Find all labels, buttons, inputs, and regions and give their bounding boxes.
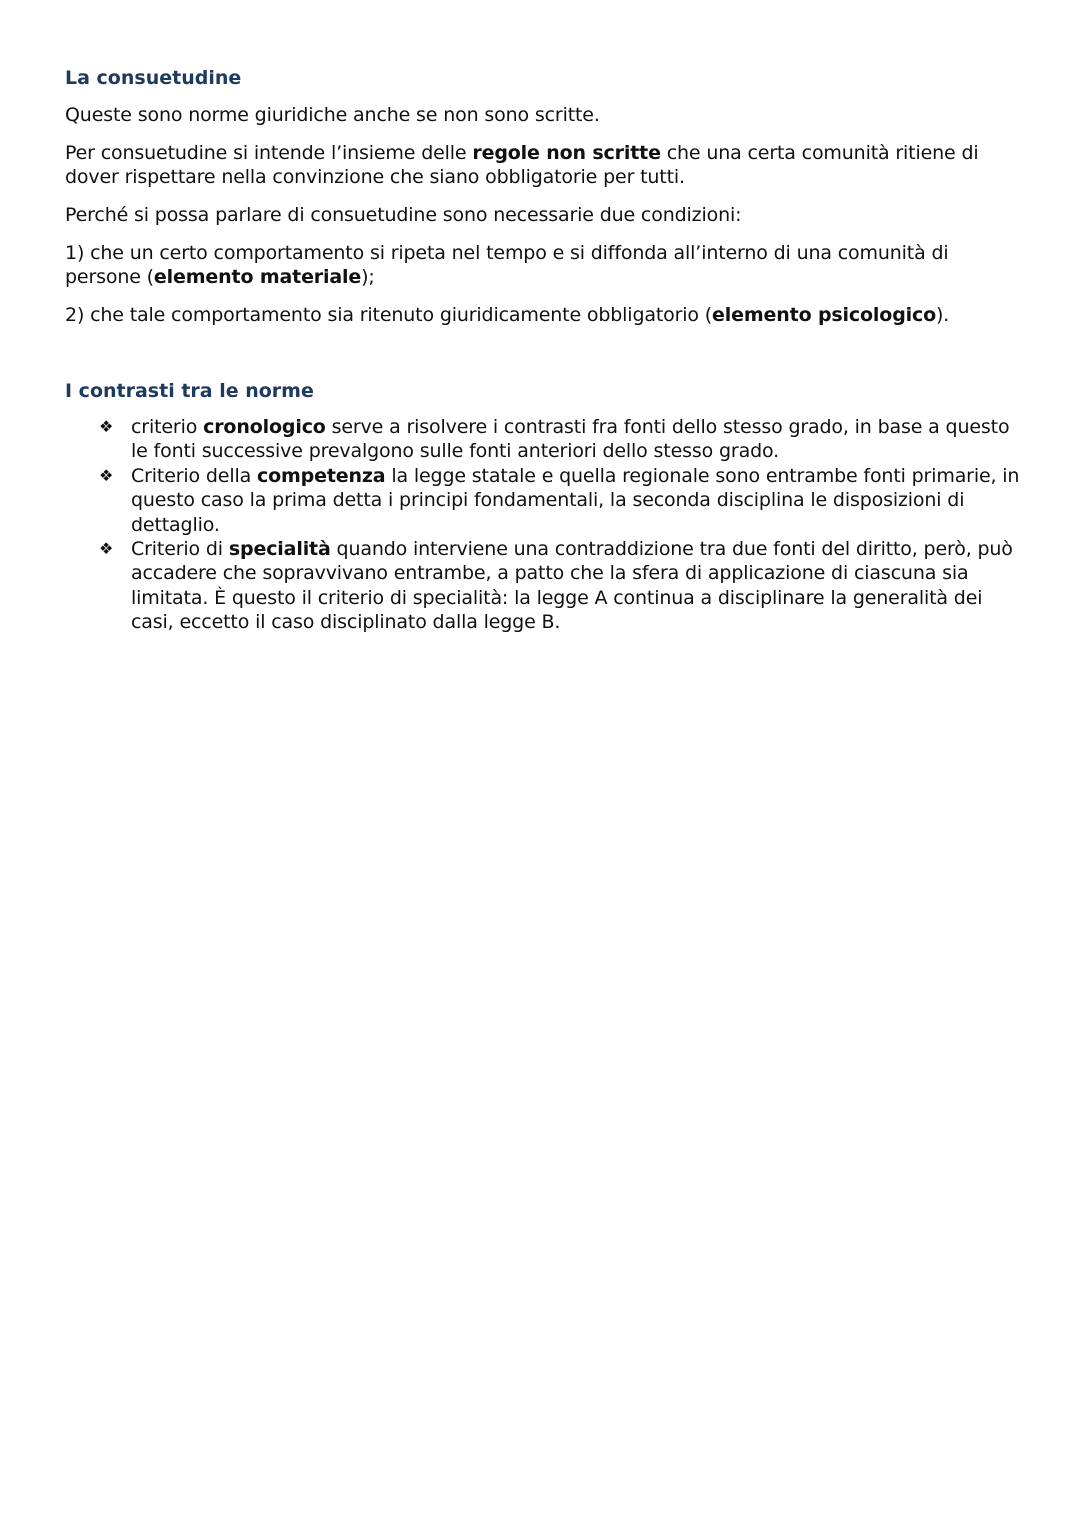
list-item-specialita [65,537,1025,635]
document-page [65,64,1025,635]
text-run: che una certa comunità ritiene di dover rispettare nella convinzione che siano obbligatorie per tutti. [65,142,979,188]
section-title-contrasti: I contrasti tra le norme [65,380,314,402]
text-run: Criterio di [131,538,229,561]
text-run: ); [361,266,375,288]
diamond-bullet-icon: ❖ [99,539,114,559]
paragraph-intro: Queste sono norme giuridiche anche se non sono scritte. [65,104,600,126]
text-run: 1) che un certo comportamento si ripeta nel tempo e si diffonda all’interno di una comunità di persone ( [65,242,949,288]
text-run: la legge statale e quella regionale sono entrambe fonti primarie, in questo caso la prima detta i principi fondamentali, la seconda disciplina le disposizioni di dettaglio. [131,464,1020,536]
text-run: serve a risolvere i contrasti fra fonti dello stesso grado, in base a questo le fonti successive prevalgono sulle fonti anteriori dello stesso grado. [131,416,1010,463]
bold-term: elemento psicologico [712,304,937,326]
text-run: Criterio della [131,464,257,487]
diamond-bullet-icon: ❖ [99,465,114,485]
bold-term: cronologico [203,416,326,438]
text-run: ). [936,304,950,326]
text-run: Per consuetudine si intende l’insieme delle [65,142,473,164]
bold-term: elemento materiale [153,266,362,288]
list-item-competenza [65,464,1025,537]
condition-1 [65,241,1025,289]
bold-term: competenza [257,464,386,487]
paragraph-definition [65,141,1025,189]
criteria-list [65,415,1025,635]
bold-term: regole non scritte [472,142,661,164]
condition-2 [65,303,1025,327]
text-run: criterio [131,416,204,438]
text-run: 2) che tale comportamento sia ritenuto giuridicamente obbligatorio ( [65,304,713,326]
diamond-bullet-icon: ❖ [99,417,114,436]
text-run: quando interviene una contraddizione tra due fonti del diritto, però, può accadere che sopravvivano entrambe, a patto che la sfera di applicazione di ciascuna sia limitata. È questo il criterio di specialità: la legge A continua a disciplinare la generalità dei casi, eccetto il caso disciplinato dalla legge B. [131,538,1013,634]
section-title-consuetudine: La consuetudine [65,67,242,89]
list-item-cronologico [65,415,1025,464]
paragraph-conditions: Perché si possa parlare di consuetudine sono necessarie due condizioni: [65,204,742,226]
bold-term: specialità [228,538,331,561]
